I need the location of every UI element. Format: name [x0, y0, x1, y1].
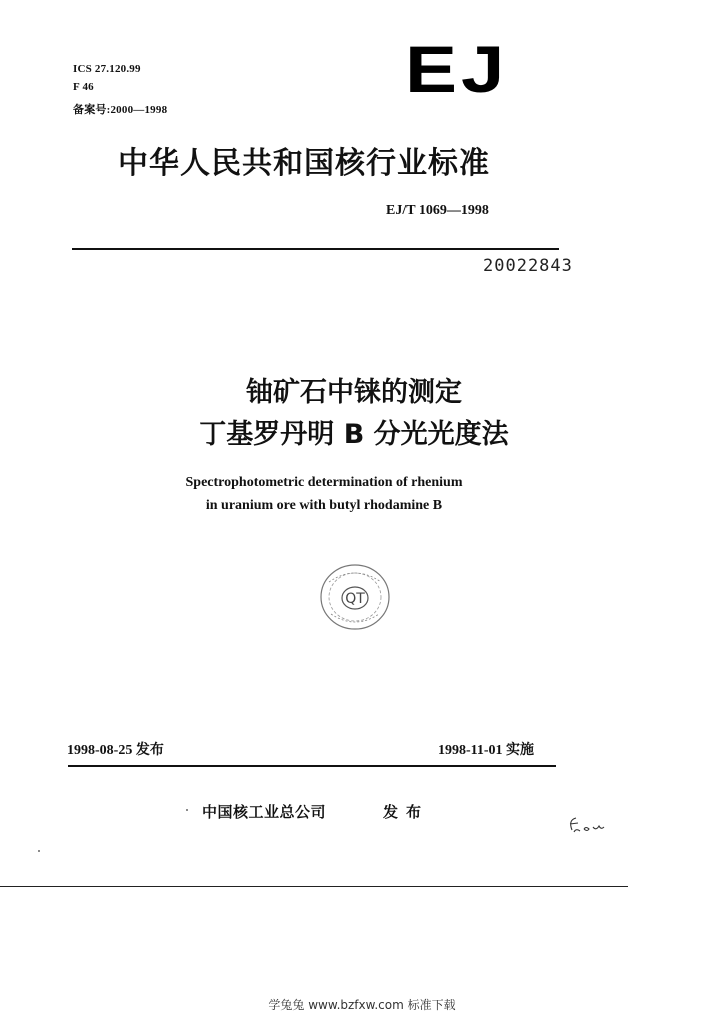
classification-code: F 46	[73, 81, 94, 93]
implementation-date: 1998-11-01 实施	[438, 743, 535, 758]
standard-code: EJ/T 1069—1998	[386, 203, 489, 218]
bottom-divider	[68, 765, 556, 767]
stamp-text: QT	[345, 591, 365, 607]
ej-logo: EJ	[405, 31, 509, 107]
issue-date: 1998-08-25 发布	[67, 743, 164, 758]
issuer-action: 发布	[383, 803, 430, 821]
standard-organization-title: 中华人民共和国核行业标准	[118, 146, 490, 181]
quality-stamp-icon	[315, 560, 395, 634]
chinese-title-line-2: 丁基罗丹明 B 分光光度法	[199, 419, 509, 450]
chinese-title-line-1: 铀矿石中铼的测定	[246, 377, 462, 408]
ics-code: ICS 27.120.99	[73, 63, 141, 75]
footer-divider	[0, 886, 628, 887]
issuer-name: 中国核工业总公司	[202, 803, 327, 821]
english-title-line-2: in uranium ore with butyl rhodamine B	[205, 498, 443, 513]
speck	[38, 850, 40, 852]
footer-watermark[interactable]: 学兔兔 www.bzfxw.com 标准下载	[268, 998, 456, 1012]
top-divider	[72, 248, 559, 250]
handwritten-mark-icon	[566, 812, 610, 838]
serial-number: 20022843	[483, 256, 573, 276]
filing-number: 备案号:2000—1998	[73, 104, 168, 116]
english-title-line-1: Spectrophotometric determination of rhenium	[185, 475, 463, 490]
speck	[186, 809, 188, 811]
